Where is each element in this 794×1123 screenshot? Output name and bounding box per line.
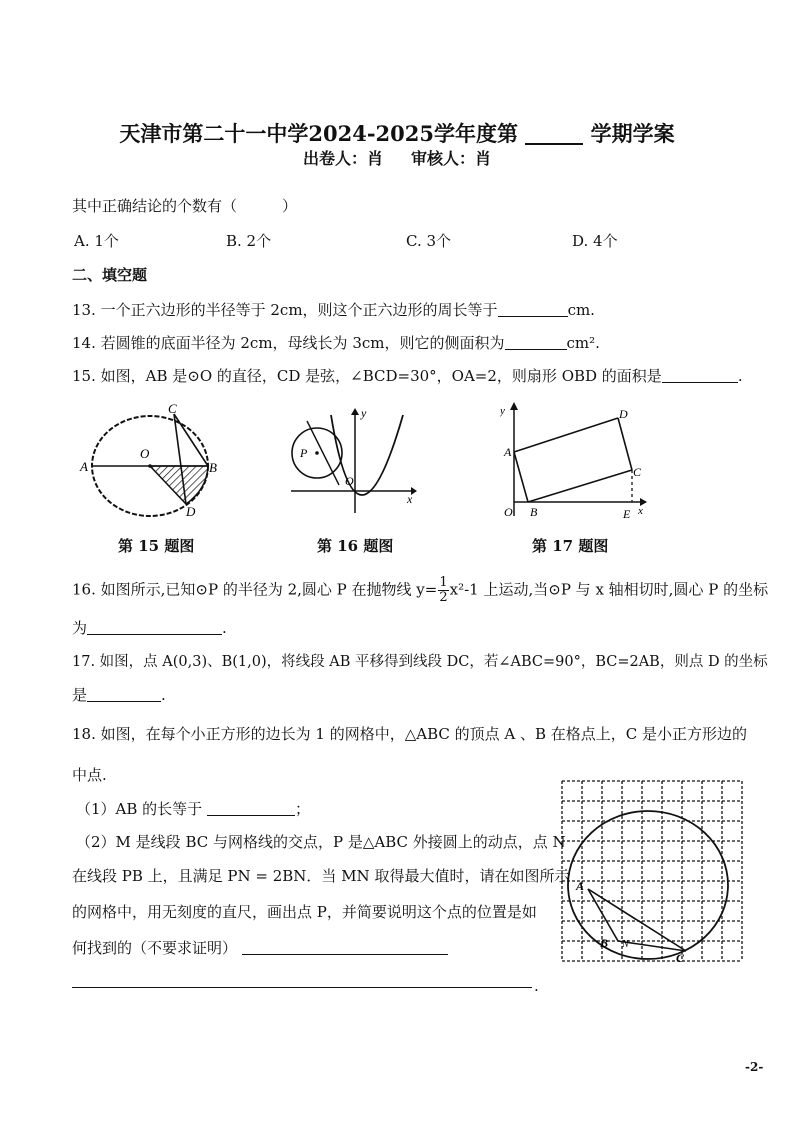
fig17-label-x: x: [638, 505, 643, 517]
fig15-label-o: O: [140, 446, 150, 461]
q12-stem: 其中正确结论的个数有（ ）: [72, 197, 298, 215]
fig18-label-a: A: [576, 879, 585, 893]
fig15-label-a: A: [80, 459, 88, 474]
q16-fraction: [438, 576, 448, 605]
q16-frac-den: 2: [439, 590, 448, 605]
fig16-label-p: P: [300, 446, 308, 460]
figure-15: [78, 400, 223, 525]
q12-option-c: C. 3个: [406, 232, 452, 250]
question-18: 18. 如图，在每个小正方形的边长为 1 的网格中，△ABC 的顶点 A 、B 在格点上，C 是小正方形边的: [72, 725, 748, 743]
fig16-caption: 第 16 题图: [317, 537, 394, 555]
figure-16: [283, 405, 418, 517]
fig17-label-a: A: [504, 445, 512, 459]
q14-text: 14. 若圆锥的底面半径为 2cm，母线长为 3cm，则它的侧面积为: [72, 334, 505, 352]
title-suffix: 学期学案: [590, 121, 675, 146]
q18-sub2-line4-text: 何找到的（不要求证明）: [72, 939, 238, 957]
q16-part1: 16. 如图所示,已知⊙P 的半径为 2,圆心 P 在抛物线 y=: [72, 580, 438, 599]
q18-sub2-line2: 在线段 PB 上，且满足 PN = 2BN．当 MN 取得最大值时，请在如图所示: [72, 867, 570, 885]
q18-sub1-text: （1）AB 的长等于: [76, 800, 203, 818]
section-title: 二、填空题: [72, 266, 148, 284]
fig15-caption: 第 15 题图: [118, 537, 195, 555]
question-17-line2: [72, 685, 166, 705]
fig17-label-o: O: [504, 505, 513, 519]
fig15-label-d: D: [186, 504, 196, 519]
fig15-label-b: B: [209, 460, 217, 475]
q17-end: .: [161, 686, 166, 704]
fig17-label-b: B: [530, 505, 538, 519]
fig17-label-e: E: [623, 507, 631, 521]
q16-answer-blank: [87, 620, 222, 635]
fig18-label-n: N: [622, 939, 629, 950]
q18-sub2-line3: 的网格中，用无刻度的直尺，画出点 P，并简要说明这个点的位置是如: [72, 903, 537, 921]
reviewer-label: 审核人：肖: [411, 149, 492, 168]
q13-text: 13. 一个正六边形的半径等于 2cm，则这个正六边形的周长等于: [72, 301, 498, 319]
question-15: [72, 366, 743, 386]
question-16-line2: [72, 618, 227, 638]
q16-line2: 为: [72, 619, 88, 637]
q18-sub1-blank: [207, 801, 295, 816]
q14-unit: cm².: [566, 334, 600, 352]
title-prefix: 天津市第二十一中学2024-2025学年度第: [119, 121, 518, 146]
q15-answer-blank: [662, 368, 738, 383]
q18-sub2-line1: （2）M 是线段 BC 与网格线的交点，P 是△ABC 外接圆上的动点，点 N: [76, 833, 566, 851]
page-subtitle: [0, 146, 794, 169]
fig16-label-x: x: [407, 492, 413, 506]
fig18-label-b: B: [600, 936, 609, 950]
fig17-label-d: D: [619, 407, 628, 421]
fig15-label-c: C: [168, 401, 177, 416]
fig18-label-c: C: [676, 951, 685, 965]
question-17: 17. 如图，点 A(0,3)、B(1,0)，将线段 AB 平移得到线段 DC，若∠ABC=90°，BC=2AB，则点 D 的坐标: [72, 654, 768, 670]
q18-final-end: .: [534, 977, 539, 995]
figure-18: [556, 775, 748, 967]
fig17-caption: 第 17 题图: [532, 537, 609, 555]
question-13: [72, 300, 595, 320]
question-18-sub1: [76, 799, 310, 819]
q18-sub2-line4: [72, 938, 448, 958]
question-14: [72, 333, 600, 353]
q13-answer-blank: [498, 302, 568, 317]
q12-option-a: A. 1个: [74, 232, 119, 250]
fig17-label-y: y: [500, 405, 505, 417]
q14-answer-blank: [505, 335, 567, 350]
figure-17: [500, 398, 650, 523]
q15-text: 15. 如图，AB 是⊙O 的直径，CD 是弦，∠BCD=30°，OA=2，则扇形 OBD 的面积是: [72, 367, 662, 385]
fig16-label-o: O: [345, 474, 354, 488]
q13-unit: cm.: [567, 301, 595, 319]
q16-part2: x²-1 上运动,当⊙P 与 x 轴相切时,圆心 P 的坐标: [449, 580, 769, 599]
q17-line2: 是: [72, 686, 88, 704]
q16-end: .: [222, 619, 227, 637]
question-16: [72, 576, 768, 605]
q18-answer-line: [72, 986, 532, 988]
question-18-line2: 中点.: [72, 766, 107, 784]
q12-option-d: D. 4个: [572, 232, 618, 250]
q18-sub1-end: ；: [294, 800, 310, 818]
q15-end: .: [737, 367, 743, 385]
q17-answer-blank: [87, 687, 161, 702]
page-title: [0, 118, 794, 148]
q12-option-b: B. 2个: [226, 232, 272, 250]
author-label: 出卷人：肖: [302, 149, 383, 168]
fig17-label-c: C: [633, 465, 642, 479]
semester-blank: [525, 125, 583, 145]
q16-frac-num: 1: [439, 575, 448, 590]
page-number: -2-: [745, 1060, 764, 1074]
q18-sub2-blank: [242, 940, 448, 955]
fig16-label-y: y: [361, 406, 367, 420]
